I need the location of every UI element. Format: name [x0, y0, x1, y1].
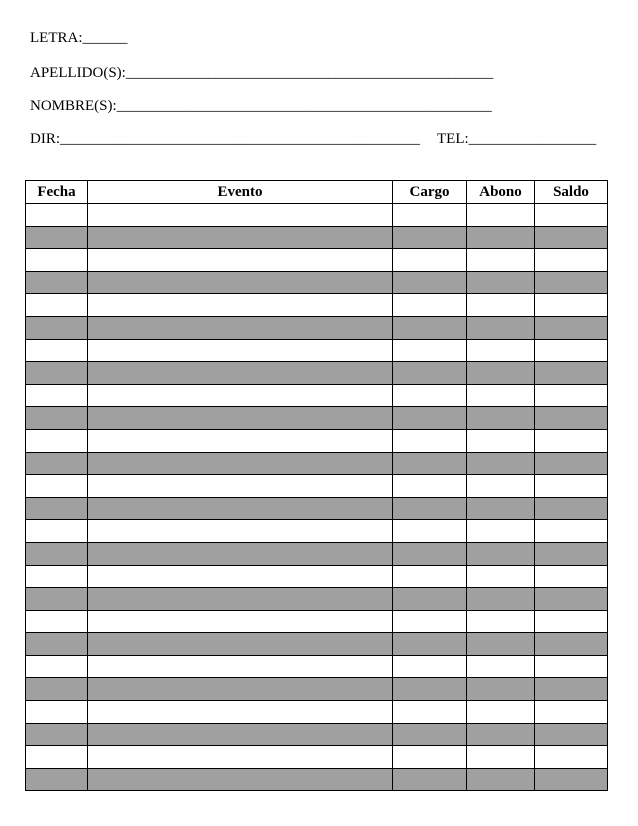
cell-evento[interactable]	[88, 746, 393, 769]
letra-field[interactable]	[30, 29, 128, 47]
cell-saldo[interactable]	[535, 407, 608, 430]
cell-cargo[interactable]	[393, 610, 467, 633]
cell-fecha[interactable]	[26, 294, 88, 317]
cell-abono[interactable]	[467, 746, 535, 769]
cell-fecha[interactable]	[26, 678, 88, 701]
nombres-field[interactable]	[30, 97, 492, 115]
table-row	[26, 520, 608, 543]
cell-evento[interactable]	[88, 497, 393, 520]
column-header-cargo: Cargo	[393, 181, 467, 204]
cell-cargo[interactable]	[393, 475, 467, 498]
cell-fecha[interactable]	[26, 497, 88, 520]
cell-abono[interactable]	[467, 384, 535, 407]
cell-abono[interactable]	[467, 520, 535, 543]
ledger-body	[26, 204, 608, 791]
cell-abono[interactable]	[467, 294, 535, 317]
nombres-label: NOMBRE(S):	[30, 98, 117, 114]
cell-evento[interactable]	[88, 339, 393, 362]
table-row	[26, 204, 608, 227]
cell-cargo[interactable]	[393, 655, 467, 678]
cell-saldo[interactable]	[535, 678, 608, 701]
apellidos-label: APELLIDO(S):	[30, 65, 126, 81]
table-row	[26, 316, 608, 339]
cell-evento[interactable]	[88, 294, 393, 317]
cell-evento[interactable]	[88, 226, 393, 249]
cell-evento[interactable]	[88, 678, 393, 701]
cell-cargo[interactable]	[393, 339, 467, 362]
cell-saldo[interactable]	[535, 452, 608, 475]
cell-saldo[interactable]	[535, 746, 608, 769]
table-row	[26, 226, 608, 249]
cell-saldo[interactable]	[535, 384, 608, 407]
cell-saldo[interactable]	[535, 204, 608, 227]
cell-fecha[interactable]	[26, 746, 88, 769]
tel-blank-line[interactable]: _________________	[468, 131, 597, 147]
cell-abono[interactable]	[467, 452, 535, 475]
cell-evento[interactable]	[88, 271, 393, 294]
cell-cargo[interactable]	[393, 723, 467, 746]
cell-evento[interactable]	[88, 249, 393, 272]
cell-fecha[interactable]	[26, 475, 88, 498]
cell-cargo[interactable]	[393, 768, 467, 791]
cell-abono[interactable]	[467, 204, 535, 227]
table-row	[26, 701, 608, 724]
cell-fecha[interactable]	[26, 429, 88, 452]
ledger-table	[25, 180, 608, 791]
cell-abono[interactable]	[467, 723, 535, 746]
cell-cargo[interactable]	[393, 520, 467, 543]
cell-fecha[interactable]	[26, 723, 88, 746]
cell-evento[interactable]	[88, 633, 393, 656]
cell-abono[interactable]	[467, 633, 535, 656]
cell-fecha[interactable]	[26, 610, 88, 633]
cell-evento[interactable]	[88, 316, 393, 339]
table-row	[26, 384, 608, 407]
table-row	[26, 407, 608, 430]
cell-fecha[interactable]	[26, 655, 88, 678]
cell-evento[interactable]	[88, 204, 393, 227]
cell-fecha[interactable]	[26, 452, 88, 475]
apellidos-field[interactable]	[30, 64, 493, 82]
cell-abono[interactable]	[467, 339, 535, 362]
table-row	[26, 768, 608, 791]
cell-fecha[interactable]	[26, 384, 88, 407]
cell-evento[interactable]	[88, 610, 393, 633]
cell-cargo[interactable]	[393, 678, 467, 701]
cell-abono[interactable]	[467, 249, 535, 272]
cell-fecha[interactable]	[26, 565, 88, 588]
cell-saldo[interactable]	[535, 723, 608, 746]
cell-saldo[interactable]	[535, 768, 608, 791]
table-row	[26, 678, 608, 701]
table-row	[26, 588, 608, 611]
column-header-saldo: Saldo	[535, 181, 608, 204]
cell-abono[interactable]	[467, 226, 535, 249]
cell-fecha[interactable]	[26, 633, 88, 656]
cell-saldo[interactable]	[535, 339, 608, 362]
cell-fecha[interactable]	[26, 249, 88, 272]
cell-fecha[interactable]	[26, 316, 88, 339]
cell-fecha[interactable]	[26, 339, 88, 362]
cell-abono[interactable]	[467, 497, 535, 520]
cell-evento[interactable]	[88, 542, 393, 565]
cell-saldo[interactable]	[535, 249, 608, 272]
cell-abono[interactable]	[467, 588, 535, 611]
cell-cargo[interactable]	[393, 204, 467, 227]
cell-abono[interactable]	[467, 407, 535, 430]
table-row	[26, 271, 608, 294]
cell-abono[interactable]	[467, 271, 535, 294]
cell-saldo[interactable]	[535, 610, 608, 633]
letra-blank-line[interactable]: ______	[82, 30, 128, 46]
cell-cargo[interactable]	[393, 429, 467, 452]
cell-cargo[interactable]	[393, 294, 467, 317]
table-row	[26, 362, 608, 385]
cell-cargo[interactable]	[393, 588, 467, 611]
dir-blank-line[interactable]: ________________________________________________	[60, 131, 420, 147]
column-header-fecha: Fecha	[26, 181, 88, 204]
cell-cargo[interactable]	[393, 316, 467, 339]
cell-saldo[interactable]	[535, 226, 608, 249]
cell-cargo[interactable]	[393, 746, 467, 769]
cell-cargo[interactable]	[393, 384, 467, 407]
table-row	[26, 565, 608, 588]
cell-fecha[interactable]	[26, 362, 88, 385]
cell-saldo[interactable]	[535, 475, 608, 498]
cell-evento[interactable]	[88, 768, 393, 791]
cell-saldo[interactable]	[535, 588, 608, 611]
cell-abono[interactable]	[467, 655, 535, 678]
letra-label: LETRA:	[30, 30, 83, 46]
cell-fecha[interactable]	[26, 520, 88, 543]
cell-fecha[interactable]	[26, 701, 88, 724]
table-row	[26, 294, 608, 317]
cell-cargo[interactable]	[393, 633, 467, 656]
table-row	[26, 429, 608, 452]
cell-abono[interactable]	[467, 316, 535, 339]
cell-evento[interactable]	[88, 452, 393, 475]
cell-cargo[interactable]	[393, 249, 467, 272]
cell-saldo[interactable]	[535, 429, 608, 452]
cell-evento[interactable]	[88, 407, 393, 430]
cell-saldo[interactable]	[535, 271, 608, 294]
cell-abono[interactable]	[467, 768, 535, 791]
ledger-header-row	[26, 181, 608, 204]
cell-cargo[interactable]	[393, 452, 467, 475]
cell-cargo[interactable]	[393, 542, 467, 565]
cell-evento[interactable]	[88, 475, 393, 498]
cell-cargo[interactable]	[393, 701, 467, 724]
cell-abono[interactable]	[467, 610, 535, 633]
tel-field[interactable]	[437, 130, 596, 148]
cell-abono[interactable]	[467, 362, 535, 385]
cell-abono[interactable]	[467, 701, 535, 724]
cell-evento[interactable]	[88, 429, 393, 452]
tel-label: TEL:	[437, 131, 469, 147]
cell-cargo[interactable]	[393, 407, 467, 430]
cell-saldo[interactable]	[535, 316, 608, 339]
cell-fecha[interactable]	[26, 768, 88, 791]
cell-fecha[interactable]	[26, 271, 88, 294]
cell-evento[interactable]	[88, 701, 393, 724]
cell-cargo[interactable]	[393, 226, 467, 249]
table-row	[26, 746, 608, 769]
cell-evento[interactable]	[88, 520, 393, 543]
cell-abono[interactable]	[467, 542, 535, 565]
cell-cargo[interactable]	[393, 271, 467, 294]
cell-evento[interactable]	[88, 384, 393, 407]
cell-cargo[interactable]	[393, 565, 467, 588]
table-row	[26, 475, 608, 498]
dir-label: DIR:	[30, 131, 60, 147]
cell-evento[interactable]	[88, 723, 393, 746]
cell-abono[interactable]	[467, 678, 535, 701]
cell-saldo[interactable]	[535, 497, 608, 520]
cell-saldo[interactable]	[535, 655, 608, 678]
cell-evento[interactable]	[88, 565, 393, 588]
table-row	[26, 452, 608, 475]
cell-saldo[interactable]	[535, 294, 608, 317]
cell-saldo[interactable]	[535, 362, 608, 385]
cell-cargo[interactable]	[393, 362, 467, 385]
cell-saldo[interactable]	[535, 701, 608, 724]
table-row	[26, 610, 608, 633]
table-row	[26, 497, 608, 520]
column-header-abono: Abono	[467, 181, 535, 204]
cell-evento[interactable]	[88, 588, 393, 611]
table-row	[26, 723, 608, 746]
cell-abono[interactable]	[467, 475, 535, 498]
cell-saldo[interactable]	[535, 542, 608, 565]
table-row	[26, 633, 608, 656]
cell-fecha[interactable]	[26, 226, 88, 249]
cell-cargo[interactable]	[393, 497, 467, 520]
cell-evento[interactable]	[88, 362, 393, 385]
dir-field[interactable]	[30, 130, 420, 148]
cell-fecha[interactable]	[26, 588, 88, 611]
apellidos-blank-line[interactable]: _________________________________________________	[125, 65, 494, 81]
cell-fecha[interactable]	[26, 407, 88, 430]
cell-abono[interactable]	[467, 565, 535, 588]
nombres-blank-line[interactable]: __________________________________________________	[116, 98, 492, 114]
cell-saldo[interactable]	[535, 520, 608, 543]
cell-evento[interactable]	[88, 655, 393, 678]
cell-fecha[interactable]	[26, 542, 88, 565]
cell-fecha[interactable]	[26, 204, 88, 227]
table-row	[26, 542, 608, 565]
table-row	[26, 655, 608, 678]
cell-saldo[interactable]	[535, 565, 608, 588]
column-header-evento: Evento	[88, 181, 393, 204]
cell-saldo[interactable]	[535, 633, 608, 656]
table-row	[26, 249, 608, 272]
cell-abono[interactable]	[467, 429, 535, 452]
table-row	[26, 339, 608, 362]
